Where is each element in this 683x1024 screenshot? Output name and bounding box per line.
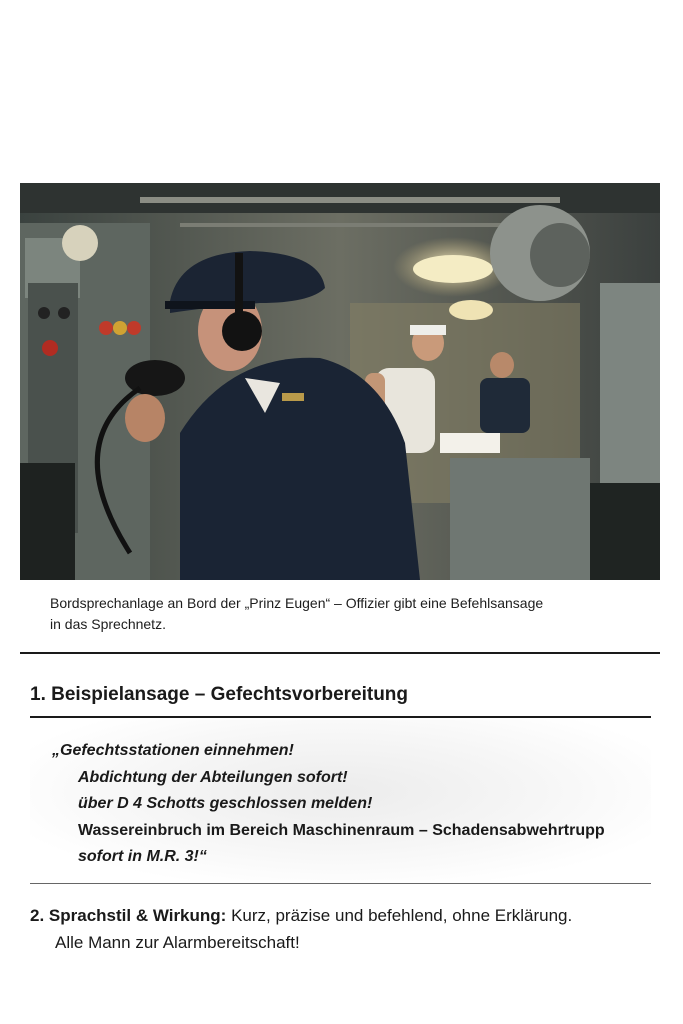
caption-line-2: in das Sprechnetz. (50, 616, 166, 632)
heading-underline (30, 716, 651, 718)
photo-caption (50, 593, 640, 635)
section-2 (30, 902, 650, 956)
quote-line-1: „Gefechtsstationen einnehmen! (52, 742, 294, 759)
photo-illustration (20, 183, 660, 580)
divider-top (20, 652, 660, 654)
ship-intercom-photo (20, 183, 660, 580)
quote-line-3: über D 4 Schotts geschlossen melden! (78, 795, 373, 812)
example-announcement-quote (52, 738, 642, 871)
caption-line-1: Bordsprechanlage an Bord der „Prinz Eugen“ – Offizier gibt eine Befehlsansage (50, 595, 544, 611)
section-2-label: 2. Sprachstil & Wirkung: (30, 906, 227, 925)
section-1-heading: 1. Beispielansage – Gefechtsvorbereitung (30, 684, 409, 705)
quote-line-4: Wassereinbruch im Bereich Maschinenraum – Schadensabwehrtrupp (78, 821, 605, 839)
section-2-text: Kurz, präzise und befehlend, ohne Erklärung. (231, 906, 573, 925)
quote-line-2: Abdichtung der Abteilungen sofort! (78, 768, 348, 786)
quote-line-5: sofort in M.R. 3!“ (78, 848, 207, 865)
section-2-line-2: Alle Mann zur Alarmbereitschaft! (55, 933, 300, 952)
divider-middle (30, 883, 651, 884)
